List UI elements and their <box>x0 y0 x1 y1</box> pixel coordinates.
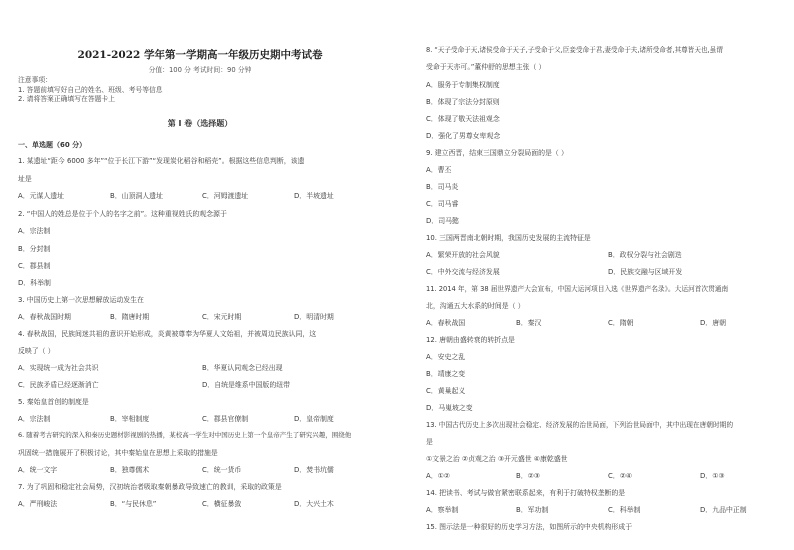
q4-option-c: C．民族矛盾已经逐渐消亡 <box>18 381 99 389</box>
q5-option-c: C．郡县官僚制 <box>202 415 249 423</box>
question-13: 13. 中国古代历史上多次出现社会稳定、经济发展的治世局面，下列治世局面中，其中出现在唐朝时期的 <box>426 421 734 429</box>
question-1-cont: 址是 <box>18 175 32 183</box>
q6-option-a: A．统一文字 <box>18 466 58 474</box>
q8-option-a: A．服务于专制集权制度 <box>426 81 500 89</box>
q7-option-a: A．严刑峻法 <box>18 500 58 508</box>
q14-option-c: C．科举制 <box>608 506 641 514</box>
q5-option-a: A．宗法制 <box>18 415 51 423</box>
q13-option-a: A．①② <box>426 472 450 480</box>
notes-heading: 注意事项： <box>18 76 52 84</box>
q7-option-c: C．横征暴敛 <box>202 500 242 508</box>
notes-item: 2. 请将答案正确填写在答题卡上 <box>18 95 116 103</box>
exam-meta: 分值：100 分 考试时间：90 分钟 <box>148 66 252 74</box>
question-10: 10. 三国两晋南北朝时期，我国历史发展的主流特征是 <box>426 234 591 242</box>
q11-option-a: A．春秋战国 <box>426 319 466 327</box>
question-6: 6. 随着考古研究的深入和秦历史题材影视剧的热播，某校高一学生对中国历史上第一个皇帝产生了研究兴趣，围绕他 <box>18 431 352 439</box>
q6-option-b: B．独尊儒术 <box>110 466 150 474</box>
q11-option-c: C．隋朝 <box>608 319 634 327</box>
q13-option-d: D．①③ <box>700 472 725 480</box>
q5-option-b: B．宰相制度 <box>110 415 150 423</box>
q1-option-a: A．元谋人遗址 <box>18 192 65 200</box>
q8-option-b: B．体现了宗法分封原则 <box>426 98 500 106</box>
question-6-cont: 巩固统一措施展开了积极讨论，其中秦始皇在思想上采取的措施是 <box>18 449 218 457</box>
q1-option-c: C．河姆渡遗址 <box>202 192 249 200</box>
question-1: 1. 某遗址“距今 6000 多年”“位于长江下游”“发现炭化稻谷和稻壳”。根据这些信息判断，该遗 <box>18 157 305 165</box>
question-5: 5. 秦始皇首创的制度是 <box>18 398 89 406</box>
q2-option-d: D．科举制 <box>18 279 51 287</box>
question-8: 8. “天子受命于天,诸侯受命于天子,子受命于父,臣妾受命于君,妻受命于夫,诸所受命者,其尊皆天也,虽谓 <box>426 46 723 54</box>
q8-option-c: C．体现了敬天法祖观念 <box>426 115 500 123</box>
q3-option-a: A．春秋战国时期 <box>18 313 71 321</box>
question-4: 4. 春秋战国，民族间迷共祖的意识开始形成，炎黄被尊奉为华夏人文始祖，并被周边民族认同，这 <box>18 330 317 338</box>
q2-option-a: A．宗法制 <box>18 227 51 235</box>
question-12: 12. 唐朝由盛转衰的转折点是 <box>426 336 515 344</box>
q9-option-b: B．司马炎 <box>426 183 459 191</box>
q1-option-d: D．半坡遗址 <box>294 192 334 200</box>
question-14: 14. 把读书、考试与做官紧密联系起来，有利于打破特权垄断的是 <box>426 489 626 497</box>
question-3: 3. 中国历史上第一次思想解放运动发生在 <box>18 296 144 304</box>
q14-option-b: B．军功制 <box>516 506 549 514</box>
q5-option-d: D．皇帝制度 <box>294 415 334 423</box>
q12-option-a: A．安史之乱 <box>426 353 466 361</box>
question-11: 11. 2014 年，第 38 届世界遗产大会宣布，中国大运河项目入选《世界遗产名录》。大运河首次贯通南 <box>426 285 729 293</box>
left-column <box>14 0 386 550</box>
q13-items: ①文景之治 ②贞观之治 ③开元盛世 ④康乾盛世 <box>426 455 568 463</box>
q9-option-d: D．司马懿 <box>426 217 459 225</box>
q10-option-d: D．民族交融与区域开发 <box>608 268 683 276</box>
q7-option-b: B．“与民休息” <box>110 500 157 508</box>
q11-option-b: B．秦汉 <box>516 319 542 327</box>
q10-option-b: B．政权分裂与社会剧迭 <box>608 251 682 259</box>
exam-title: 2021-2022 学年第一学期高一年级历史期中考试卷 <box>77 49 323 61</box>
question-7: 7. 为了巩固和稳定社会局势，汉初统治者吸取秦朝暴政导致速亡的教训，采取的政策是 <box>18 483 282 491</box>
question-13-cont: 是 <box>426 438 433 446</box>
question-11-cont: 北，沟通五大水系的时间是（ ） <box>426 302 525 310</box>
q4-option-a: A．实现统一成为社会共识 <box>18 364 99 372</box>
q6-option-c: C．统一货币 <box>202 466 242 474</box>
q11-option-d: D．唐朝 <box>700 319 726 327</box>
notes-item: 1. 答题前填写好自己的姓名、班级、考号等信息 <box>18 85 163 94</box>
q6-option-d: D．焚书坑儒 <box>294 466 334 474</box>
q8-option-d: D．强化了男尊女卑观念 <box>426 132 501 140</box>
question-4-cont: 反映了（ ） <box>18 347 55 355</box>
q14-option-d: D．九品中正制 <box>700 506 747 514</box>
q12-option-d: D．马嵬坡之变 <box>426 404 473 412</box>
q9-option-c: C．司马睿 <box>426 200 459 208</box>
q7-option-d: D．大兴土木 <box>294 500 334 508</box>
q13-option-c: C．②④ <box>608 472 633 480</box>
q2-option-c: C．郡县制 <box>18 262 51 270</box>
q3-option-b: B．隋唐时期 <box>110 313 150 321</box>
right-column <box>420 0 792 550</box>
notes <box>18 76 163 105</box>
q9-option-a: A．曹丕 <box>426 166 452 174</box>
question-15: 15. 图示法是一种很好的历史学习方法，如图所示的中央机构形成于 <box>426 523 633 531</box>
q14-option-a: A．察举制 <box>426 506 459 514</box>
q10-option-c: C．中外交流与经济发展 <box>426 268 500 276</box>
q3-option-c: C．宋元时期 <box>202 313 242 321</box>
q12-option-c: C．黄巢起义 <box>426 387 466 395</box>
question-8-cont: 受命于天亦可。”董仲舒的思想主张（ ） <box>426 63 546 71</box>
section-title: 第 I 卷（选择题） <box>167 119 233 128</box>
q13-option-b: B．②③ <box>516 472 540 480</box>
section-subtitle: 一、单选题（60 分） <box>18 141 87 149</box>
q2-option-b: B．分封制 <box>18 245 51 253</box>
question-9: 9. 建立西晋，结束三国鼎立分裂局面的是（ ） <box>426 149 568 157</box>
q3-option-d: D．明清时期 <box>294 313 334 321</box>
question-2: 2. “中国人的姓总是位于个人的名字之前”。这种重视姓氏的观念源于 <box>18 210 227 218</box>
q4-option-b: B．华夏认同观念已经出现 <box>202 364 283 372</box>
q4-option-d: D．自统是维系中国版的纽带 <box>202 381 290 389</box>
q1-option-b: B．山顶洞人遗址 <box>110 192 163 200</box>
q10-option-a: A．繁荣开放的社会风貌 <box>426 251 500 259</box>
q12-option-b: B．靖康之变 <box>426 370 466 378</box>
